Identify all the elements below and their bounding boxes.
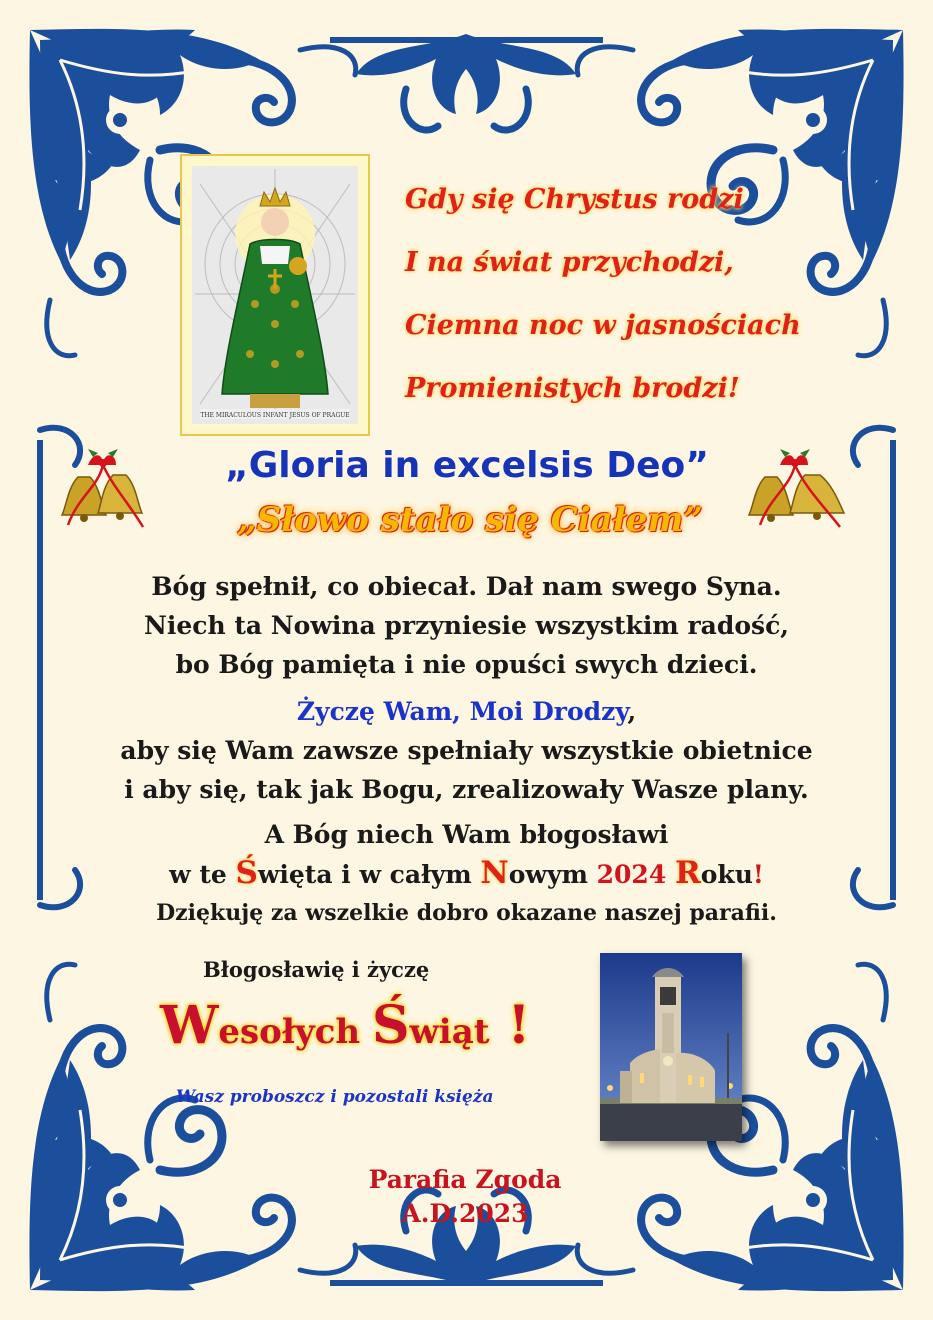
icon-caption: THE MIRACULOUS INFANT JESUS OF PRAGUE [200,412,350,419]
text-segment [666,860,675,889]
poem-line-3: Ciemna noc w jasnościach [405,310,801,341]
text-segment: więta i w całym [257,860,481,889]
paragraph-blessing [80,815,853,933]
merry-initial-s: Ś [371,995,410,1056]
pastor-signature: Wasz proboszcz i pozostali księża [176,1087,494,1107]
greeting-line [80,692,853,731]
blessing-text: Błogosławię i życzę [203,957,430,982]
christmas-carol-poem [405,168,801,420]
parish-name: Parafia Zgoda [368,1165,562,1194]
initial-n: N [480,855,509,891]
infant-jesus-picture [180,154,370,436]
thanks-line: Dziękuję za wszelkie dobro okazane naszej parafii. [156,900,777,926]
poem-line-4: Promienistych brodzi! [405,373,740,404]
paragraph-line: bo Bóg pamięta i nie opuści swych dzieci. [175,650,758,679]
merry-exclamation: ! [489,995,531,1056]
year-2024: 2024 [596,860,667,889]
text-segment: owym [508,860,597,889]
poem-line-1: Gdy się Chrystus rodzi [405,184,744,215]
date-text: A.D.2023 [401,1199,529,1228]
greeting-comma: , [627,697,637,726]
church-photo [600,953,742,1141]
initial-r: R [674,855,701,891]
paragraph-line: i aby się, tak jak Bogu, zrealizowały Wasze plany. [124,775,809,804]
text-segment: ! [752,860,764,889]
paragraph-line: Bóg spełnił, co obiecał. Dał nam swego Syna. [151,572,782,601]
holidays-line [80,854,853,894]
poem-line-2: I na świat przychodzi, [405,247,734,278]
gloria-title: „Gloria in excelsis Deo” [225,445,709,486]
paragraph-line: A Bóg niech Wam błogosławi [264,820,669,849]
paragraph-promise [80,567,853,684]
parish-signature [320,1163,610,1231]
paragraph-line: aby się Wam zawsze spełniały wszystkie obietnice [120,736,813,765]
merry-text: wiąt [409,1012,490,1052]
word-became-flesh-title: „Słowo stało się Ciałem” [237,500,703,540]
greeting-text: Życzę Wam, Moi Drodzy [296,697,628,726]
merry-initial-w: W [160,995,219,1056]
text-segment: oku [700,860,753,889]
paragraph-wishes [80,692,853,809]
merry-christmas-heading [160,995,530,1056]
text-segment: w te [169,860,236,889]
initial-s: Ś [235,855,258,891]
paragraph-line: Niech ta Nowina przyniesie wszystkim radość, [143,611,789,640]
merry-text: esołych [218,1012,372,1052]
